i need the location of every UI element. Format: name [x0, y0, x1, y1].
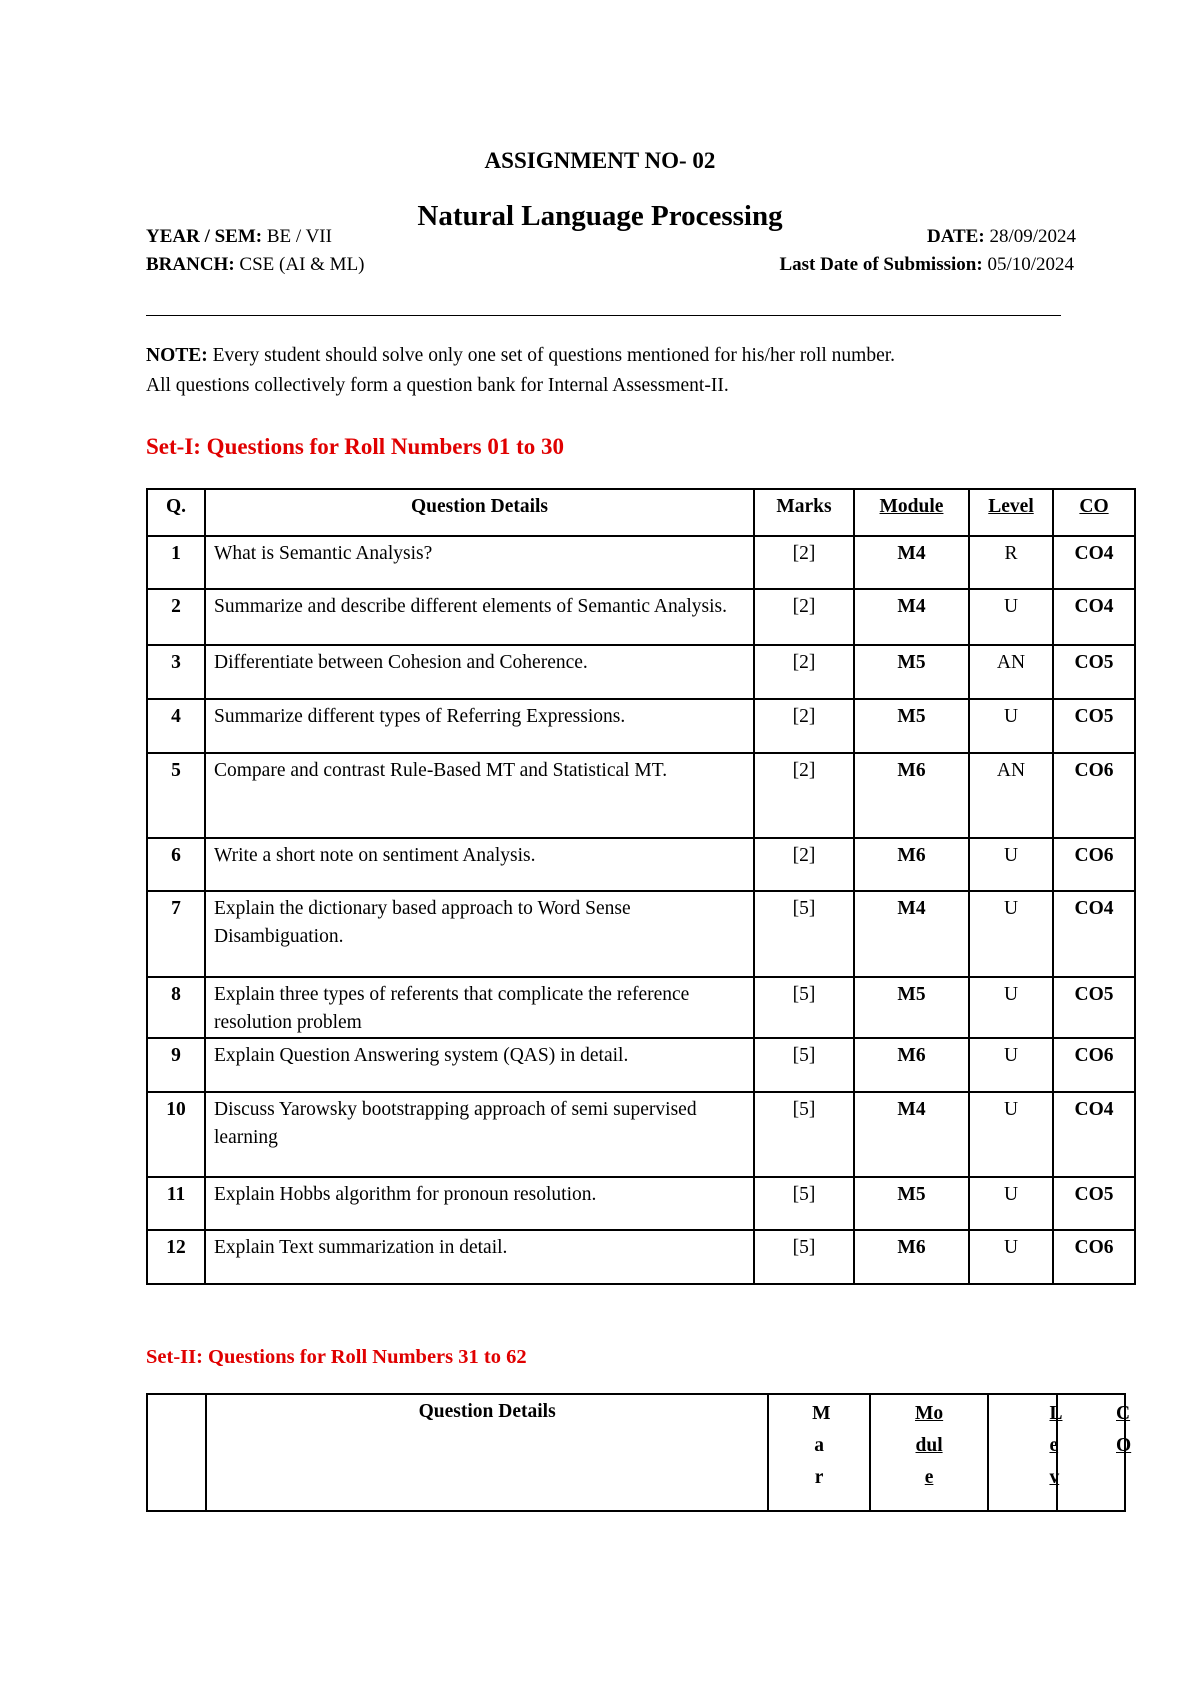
set1-heading: Set-I: Questions for Roll Numbers 01 to 30: [146, 434, 565, 459]
cell-q: 9: [147, 1038, 205, 1092]
set2-col-co: CO: [1057, 1394, 1125, 1511]
cell-co: CO5: [1053, 977, 1135, 1038]
cell-marks: [2]: [754, 645, 854, 699]
cell-q: 4: [147, 699, 205, 753]
cell-details: Write a short note on sentiment Analysis.: [205, 838, 754, 891]
cell-details: Explain Hobbs algorithm for pronoun resolution.: [205, 1177, 754, 1230]
table-row: [147, 838, 1135, 891]
cell-co: CO4: [1053, 891, 1135, 977]
meta-row-year-date: [146, 226, 1076, 248]
note: [146, 341, 1106, 401]
cell-marks: [2]: [754, 536, 854, 589]
cell-level: U: [969, 699, 1053, 753]
table-row: [147, 645, 1135, 699]
cell-details: What is Semantic Analysis?: [205, 536, 754, 589]
cell-level: U: [969, 1230, 1053, 1284]
table-row: [147, 699, 1135, 753]
set1-header-row: [147, 489, 1135, 536]
cell-q: 2: [147, 589, 205, 645]
year-sem: YEAR / SEM: BE / VII: [146, 226, 332, 247]
cell-marks: [5]: [754, 977, 854, 1038]
cell-level: U: [969, 977, 1053, 1038]
cell-co: CO6: [1053, 753, 1135, 838]
note-line-1: Every student should solve only one set of questions mentioned for his/her roll number.: [207, 345, 896, 366]
cell-co: CO5: [1053, 645, 1135, 699]
table-row: [147, 1177, 1135, 1230]
set2-col-module: Module: [870, 1394, 988, 1511]
col-level: Level: [969, 489, 1053, 536]
table-row: [147, 977, 1135, 1038]
cell-q: 3: [147, 645, 205, 699]
cell-module: M5: [854, 699, 969, 753]
branch: BRANCH: CSE (AI & ML): [146, 254, 365, 275]
cell-details: Differentiate between Cohesion and Coherence.: [205, 645, 754, 699]
cell-level: U: [969, 1038, 1053, 1092]
cell-level: AN: [969, 645, 1053, 699]
table-row: [147, 891, 1135, 977]
cell-q: 11: [147, 1177, 205, 1230]
cell-q: 8: [147, 977, 205, 1038]
cell-marks: [2]: [754, 699, 854, 753]
col-co: CO: [1053, 489, 1135, 536]
date: DATE: 28/09/2024: [926, 226, 1076, 247]
cell-co: CO5: [1053, 699, 1135, 753]
table-row: [147, 753, 1135, 838]
cell-level: U: [969, 1092, 1053, 1177]
cell-details: Compare and contrast Rule-Based MT and Statistical MT.: [205, 753, 754, 838]
cell-details: Summarize and describe different elements of Semantic Analysis.: [205, 589, 754, 645]
cell-module: M5: [854, 645, 969, 699]
cell-marks: [5]: [754, 1230, 854, 1284]
table-row: [147, 589, 1135, 645]
set2-table: [146, 1393, 1132, 1512]
set2-heading: Set-II: Questions for Roll Numbers 31 to 62: [146, 1346, 527, 1368]
cell-q: 10: [147, 1092, 205, 1177]
cell-module: M4: [854, 891, 969, 977]
cell-co: CO4: [1053, 536, 1135, 589]
cell-marks: [5]: [754, 1038, 854, 1092]
cell-co: CO4: [1053, 1092, 1135, 1177]
col-q: Q.: [147, 489, 205, 536]
cell-level: U: [969, 838, 1053, 891]
set1-table: [146, 488, 1136, 1285]
meta-row-branch-submission: [146, 254, 1076, 276]
note-line-2: All questions collectively form a question bank for Internal Assessment-II.: [146, 375, 729, 396]
cell-details: Explain three types of referents that complicate the reference resolution problem: [205, 977, 754, 1038]
cell-details: Summarize different types of Referring Expressions.: [205, 699, 754, 753]
cell-marks: [5]: [754, 1177, 854, 1230]
cell-level: U: [969, 1177, 1053, 1230]
cell-q: 12: [147, 1230, 205, 1284]
set2-header-row: [147, 1394, 1125, 1511]
cell-module: M4: [854, 536, 969, 589]
cell-co: CO4: [1053, 589, 1135, 645]
table-row: [147, 536, 1135, 589]
table-row: [147, 1230, 1135, 1284]
subject-title: Natural Language Processing: [417, 200, 783, 232]
cell-co: CO5: [1053, 1177, 1135, 1230]
cell-level: AN: [969, 753, 1053, 838]
cell-q: 5: [147, 753, 205, 838]
cell-module: M5: [854, 1177, 969, 1230]
cell-module: M6: [854, 753, 969, 838]
cell-module: M6: [854, 1230, 969, 1284]
cell-module: M4: [854, 589, 969, 645]
table-row: [147, 1038, 1135, 1092]
cell-marks: [5]: [754, 1092, 854, 1177]
cell-details: Explain the dictionary based approach to Word Sense Disambiguation.: [205, 891, 754, 977]
set2-col-marks: Mar: [768, 1394, 870, 1511]
col-details: Question Details: [205, 489, 754, 536]
col-marks: Marks: [754, 489, 854, 536]
cell-module: M6: [854, 838, 969, 891]
cell-details: Discuss Yarowsky bootstrapping approach of semi supervised learning: [205, 1092, 754, 1177]
cell-level: R: [969, 536, 1053, 589]
cell-module: M5: [854, 977, 969, 1038]
note-label: NOTE:: [146, 345, 208, 366]
set2-col-level: Lev: [988, 1394, 1058, 1511]
cell-co: CO6: [1053, 1230, 1135, 1284]
cell-marks: [2]: [754, 589, 854, 645]
cell-module: M4: [854, 1092, 969, 1177]
cell-co: CO6: [1053, 1038, 1135, 1092]
cell-marks: [2]: [754, 838, 854, 891]
last-submission-date: Last Date of Submission: 05/10/2024: [779, 254, 1074, 275]
set2-col-q: [147, 1394, 206, 1511]
cell-level: U: [969, 589, 1053, 645]
cell-co: CO6: [1053, 838, 1135, 891]
cell-marks: [2]: [754, 753, 854, 838]
cell-level: U: [969, 891, 1053, 977]
divider: [146, 315, 1061, 316]
cell-details: Explain Question Answering system (QAS) in detail.: [205, 1038, 754, 1092]
cell-details: Explain Text summarization in detail.: [205, 1230, 754, 1284]
cell-marks: [5]: [754, 891, 854, 977]
col-module: Module: [854, 489, 969, 536]
assignment-title: ASSIGNMENT NO- 02: [484, 148, 716, 173]
table-row: [147, 1092, 1135, 1177]
set2-col-details: Question Details: [206, 1394, 768, 1511]
cell-module: M6: [854, 1038, 969, 1092]
cell-q: 7: [147, 891, 205, 977]
cell-q: 6: [147, 838, 205, 891]
cell-q: 1: [147, 536, 205, 589]
